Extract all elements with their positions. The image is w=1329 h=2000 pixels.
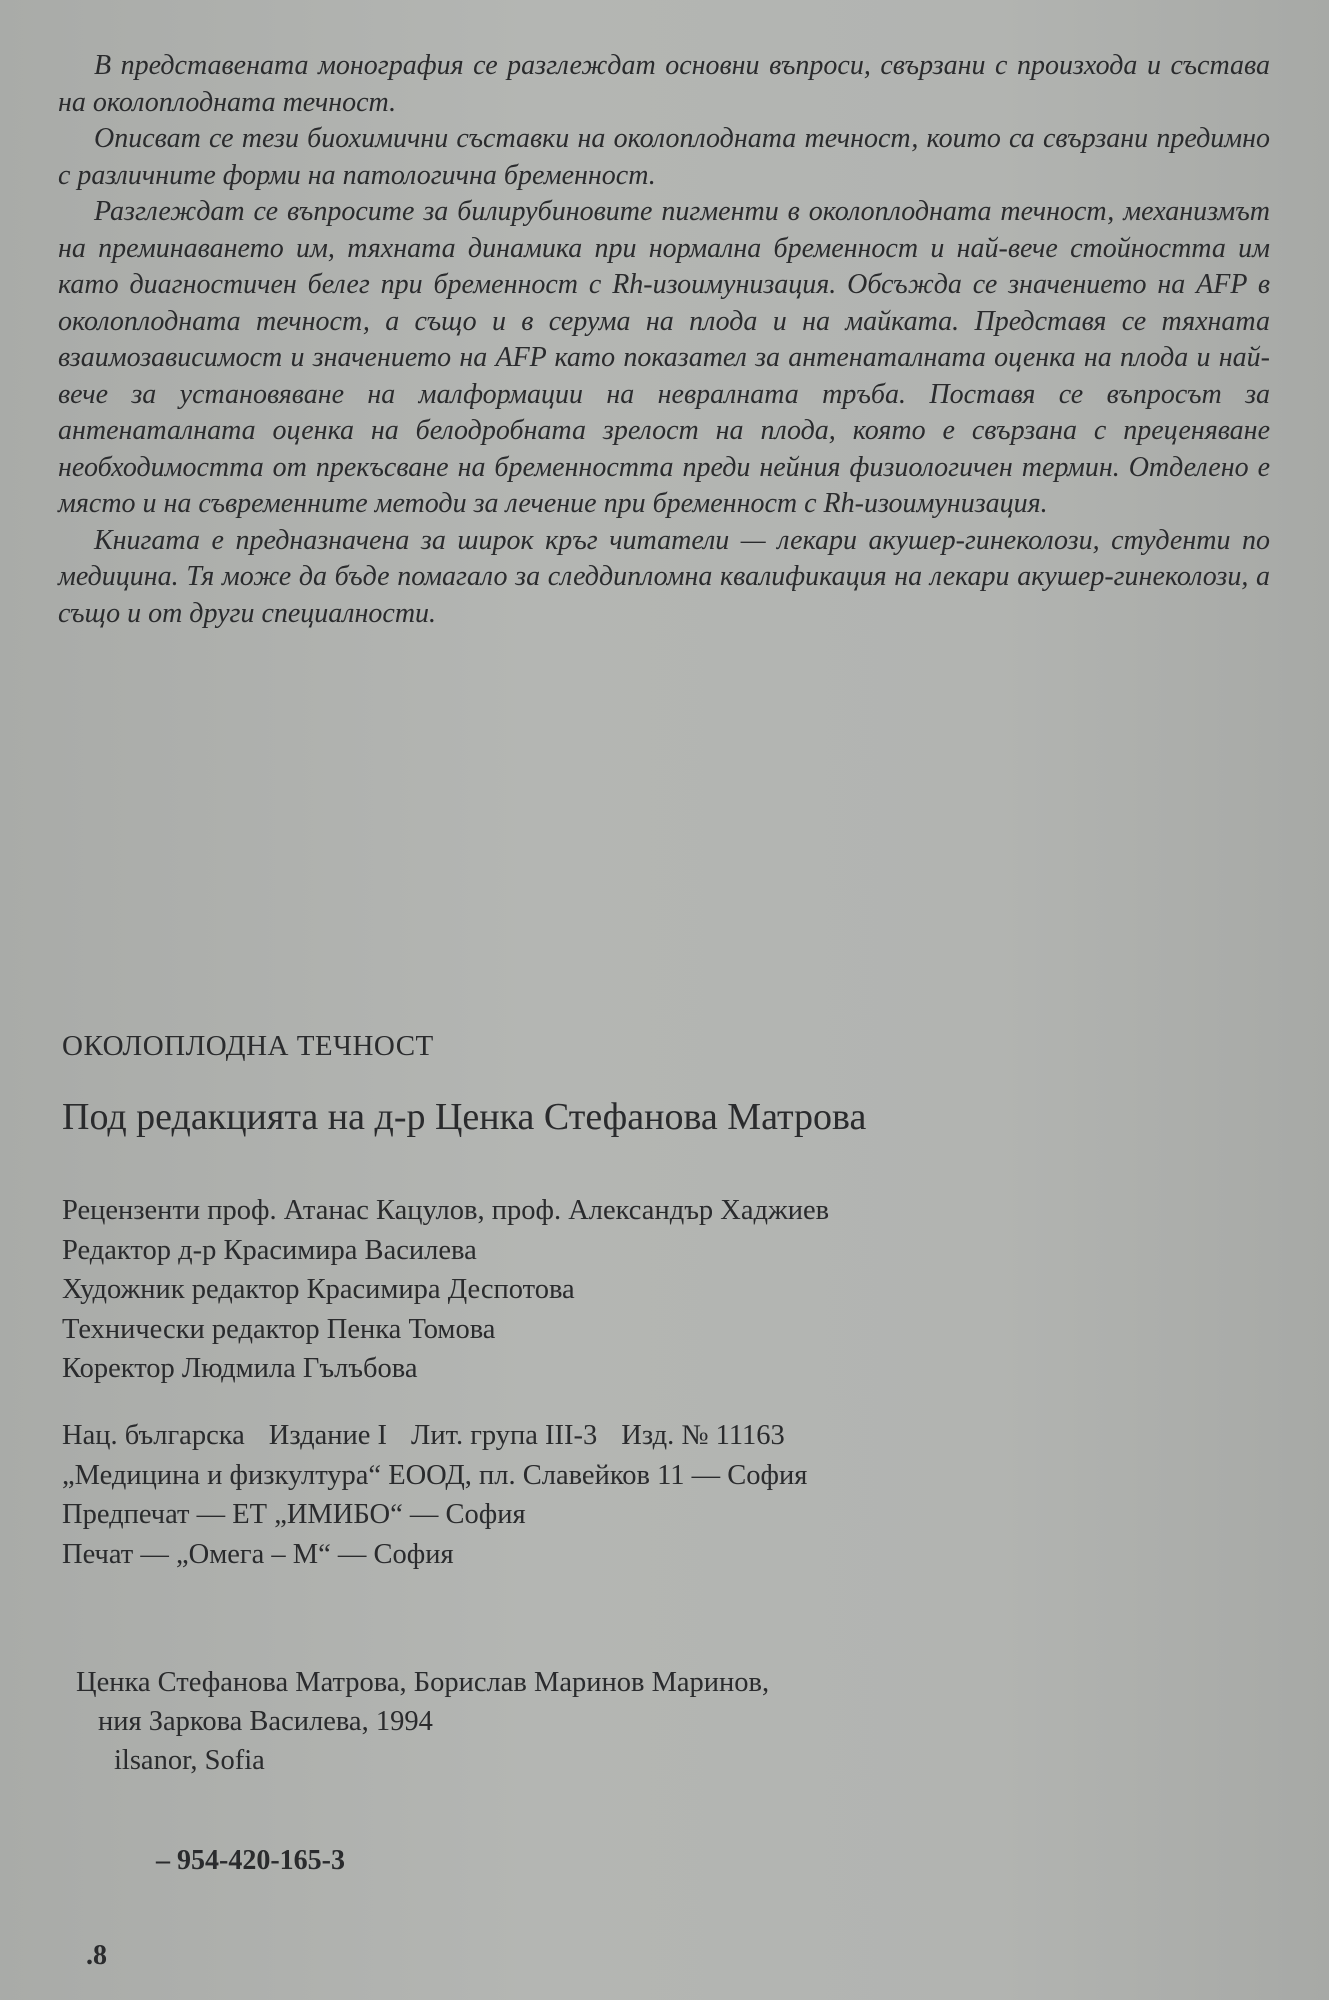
imprint-print: Печат — „Омега – М“ — София <box>62 1538 454 1570</box>
imprint-lit-group: Лит. група III-3 <box>411 1420 598 1451</box>
imprint-nationality: Нац. българска <box>62 1420 245 1451</box>
credit-editor: Редактор д-р Красимира Василева <box>62 1234 477 1266</box>
annotation-paragraph: В представената монография се разглеждат основни въпроси, свързани с произхода и състава на околоплодната течност. <box>58 50 1270 118</box>
imprint-edition-line <box>62 1416 807 1456</box>
annotation-paragraph: Разглеждат се въпросите за билирубиновите пигменти в околоплодната течност, механизмът на преминаването им, тяхната динамика при нормална бременност и най-вече стойността им като диагностичен белег при бременност с Rh-изоимунизация. Обсъжда се значението на AFP в околоплодната течност, а също и в серума на плода и на майката. Представя се тяхната взаимозависимост и значението на AFP като показател за антенаталната оценка на плода и най-вече за установяване на малформации на невралната тръба. Поставя се въпросът за антенаталната оценка на белодробната зрелост на плода, която е свързана с преценяване необходимостта от прекъсване на бременността преди нейния физиологичен термин. Отделено е място и на съвременните методи за лечение при бременност с Rh-изоимунизация. <box>58 196 1270 519</box>
editor-line: Под редакцията на д-р Ценка Стефанова Матрова <box>62 1096 867 1138</box>
copyright-line: ния Заркова Василева, 1994 <box>98 1706 433 1737</box>
copyright-block <box>62 1663 769 1780</box>
book-title: ОКОЛОПЛОДНА ТЕЧНОСТ <box>62 1030 434 1062</box>
imprint-number: Изд. № 11163 <box>621 1420 785 1451</box>
isbn <box>62 1845 345 1877</box>
imprint-edition: Издание I <box>268 1420 388 1451</box>
imprint-block <box>62 1416 807 1574</box>
credit-art-editor: Художник редактор Красимира Деспотова <box>62 1274 575 1305</box>
copyright-line: Ценка Стефанова Матрова, Борислав Маринов Маринов, <box>76 1667 770 1698</box>
annotation-text <box>58 48 1270 632</box>
credit-proofreader: Коректор Людмила Гълъбова <box>62 1353 418 1384</box>
annotation-paragraph: Книгата е предназначена за широк кръг читатели — лекари акушер-гинеколози, студенти по медицина. Тя може да бъде помагало за следдипломна квалификация на лекари акушер-гинеколози, а също и от други специалности. <box>58 524 1270 629</box>
credit-technical-editor: Технически редактор Пенка Томова <box>62 1313 496 1345</box>
imprint-publisher: „Медицина и физкултура“ ЕООД, пл. Славейков 11 — София <box>62 1459 808 1491</box>
isbn-number: – 954-420-165-3 <box>156 1845 345 1876</box>
credit-reviewers: Рецензенти проф. Атанас Кацулов, проф. Александър Хаджиев <box>62 1195 830 1226</box>
annotation-paragraph: Описват се тези биохимични съставки на околоплодната течност, които са свързани предимно с различните форми на патологична бременност. <box>58 123 1270 191</box>
page-number: .8 <box>86 1940 107 1971</box>
imprint-prepress: Предпечат — ЕТ „ИМИБО“ — София <box>62 1499 526 1530</box>
copyright-line: ilsanor, Sofia <box>114 1745 265 1776</box>
credits-list <box>62 1191 829 1389</box>
